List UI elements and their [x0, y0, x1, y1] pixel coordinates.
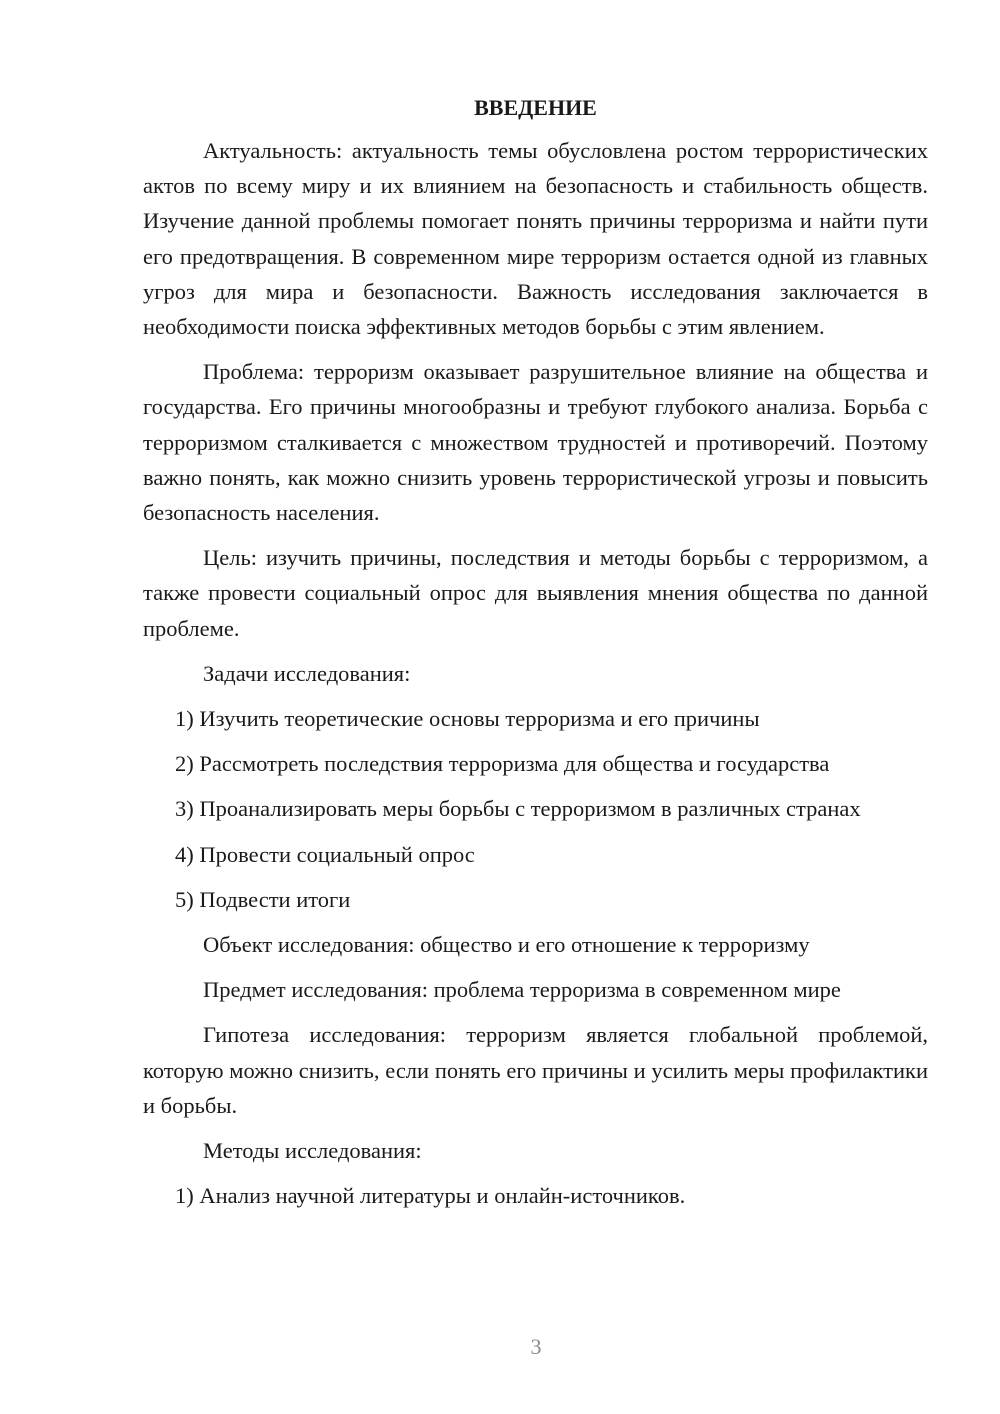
task-item-5: 5) Подвести итоги: [175, 886, 351, 912]
object-paragraph: Объект исследования: общество и его отношение к терроризму: [203, 932, 810, 958]
methods-heading: Методы исследования:: [203, 1138, 422, 1164]
task-item-2: 2) Рассмотреть последствия терроризма для общества и государства: [175, 751, 830, 777]
task-item-1: 1) Изучить теоретические основы терроризма и его причины: [175, 706, 760, 732]
goal-paragraph: Цель: изучить причины, последствия и методы борьбы с терроризмом, а также провести социальный опрос для выявления мнения общества по данной проблеме.: [143, 545, 928, 641]
section-title: ВВЕДЕНИЕ: [474, 95, 597, 120]
task-item-4: 4) Провести социальный опрос: [175, 841, 475, 867]
tasks-heading: Задачи исследования:: [203, 660, 411, 686]
method-item-1: 1) Анализ научной литературы и онлайн-источников.: [175, 1183, 686, 1209]
problem-paragraph: Проблема: терроризм оказывает разрушительное влияние на общества и государства. Его причины многообразны и требуют глубокого анализа. Борьба с терроризмом сталкивается с множеством трудностей и противоречий. Поэтому важно понять, как можно снизить уровень террористической угрозы и повысить безопасность населения.: [143, 359, 928, 526]
task-item-3: 3) Проанализировать меры борьбы с терроризмом в различных странах: [175, 796, 861, 822]
hypothesis-paragraph: Гипотеза исследования: терроризм является глобальной проблемой, которую можно снизить, если понять его причины и усилить меры профилактики и борьбы.: [143, 1022, 928, 1118]
subject-paragraph: Предмет исследования: проблема терроризма в современном мире: [203, 977, 841, 1003]
page-number: 3: [530, 1334, 542, 1359]
relevance-paragraph: Актуальность: актуальность темы обусловлена ростом террористических актов по всему миру и их влиянием на безопасность и стабильность обществ. Изучение данной проблемы помогает понять причины терроризма и найти пути его предотвращения. В современном мире терроризм остается одной из главных угроз для мира и безопасности. Важность исследования заключается в необходимости поиска эффективных методов борьбы с этим явлением.: [143, 138, 928, 340]
document-page: [143, 90, 928, 1223]
